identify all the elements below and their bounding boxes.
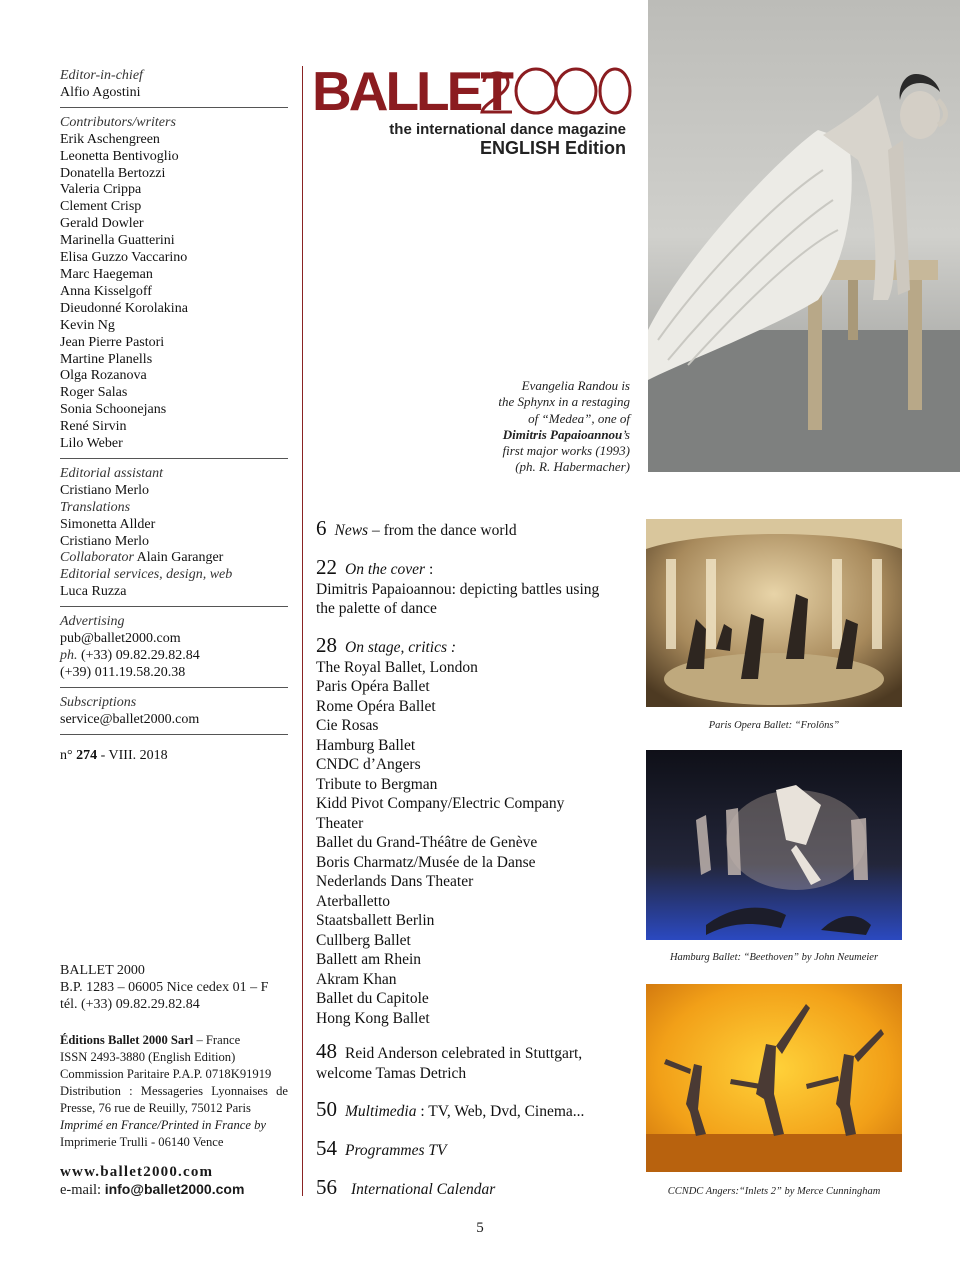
contributor: Marc Haegeman <box>60 266 153 282</box>
toc-entry-on-stage[interactable] <box>316 633 646 1028</box>
toc-sub-item[interactable]: Tribute to Bergman <box>316 775 438 793</box>
toc-sub-item[interactable]: The Royal Ballet, London <box>316 658 478 676</box>
toc-sub-item[interactable]: Akram Khan <box>316 970 397 988</box>
toc-text: – from the dance world <box>368 522 517 539</box>
address-street: B.P. 1283 – 06005 Nice cedex 01 – F <box>60 980 269 995</box>
logo-word: BALLET <box>312 60 511 118</box>
caption-line: the Sphynx in a restaging <box>498 394 630 410</box>
contributor: Marinella Guatterini <box>60 233 175 249</box>
email-label: e-mail: <box>60 1182 102 1198</box>
subscriptions-email[interactable]: service@ballet2000.com <box>60 711 200 727</box>
toc-entry-news[interactable] <box>316 516 646 541</box>
contributor: Anna Kisselgoff <box>60 283 152 299</box>
issue-number: 274 <box>76 747 98 763</box>
divider <box>60 107 288 108</box>
contributor: Kevin Ng <box>60 317 115 333</box>
contributors-label: Contributors/writers <box>60 114 176 130</box>
caption-line <box>450 427 630 443</box>
toc-sub-item[interactable]: Paris Opéra Ballet <box>316 678 430 695</box>
photo-angers <box>646 984 902 1172</box>
issue-date: - VIII. 2018 <box>100 747 168 763</box>
contributor: René Sirvin <box>60 419 127 435</box>
toc-entry-reid-anderson[interactable] <box>316 1039 616 1083</box>
tagline: the international dance magazine <box>389 121 626 138</box>
collaborator-name: Alain Garanger <box>136 550 224 566</box>
cover-photo-medea <box>648 0 960 472</box>
assistant-name: Cristiano Merlo <box>60 482 150 498</box>
toc-page-number: 28 <box>316 633 337 657</box>
email-line <box>60 1181 300 1199</box>
services-label: Editorial services, design, web <box>60 567 233 583</box>
toc-sub-item[interactable]: Ballet du Capitole <box>316 990 429 1007</box>
toc-detail: Dimitris Papaioannou: depicting battles using the palette of dance <box>316 580 600 617</box>
contributor: Donatella Bertozzi <box>60 165 166 181</box>
contributor: Roger Salas <box>60 385 128 401</box>
contributor: Lilo Weber <box>60 436 123 452</box>
contributor: Dieudonné Korolakina <box>60 300 188 316</box>
contributor: Clement Crisp <box>60 199 142 215</box>
edition-label: ENGLISH Edition <box>480 138 626 158</box>
photo-hamburg-ballet <box>646 750 902 940</box>
toc-page-number: 22 <box>316 555 337 579</box>
editor-name: Alfio Agostini <box>60 84 141 100</box>
phone-1: (+33) 09.82.29.82.84 <box>81 648 200 663</box>
web-block <box>60 1164 300 1199</box>
translator: Cristiano Merlo <box>60 533 150 549</box>
toc-sub-item[interactable]: Staatsballett Berlin <box>316 912 435 929</box>
contributor: Sonia Schoonejans <box>60 402 167 418</box>
toc-sub-item[interactable]: Ballet du Grand-Théâtre de Genève <box>316 834 538 851</box>
toc-entry-programmes[interactable] <box>316 1136 646 1161</box>
phone-prefix: ph. <box>60 648 78 663</box>
caption-angers: CCNDC Angers:“Inlets 2” by Merce Cunningham <box>667 1186 881 1197</box>
toc-title: On the cover <box>345 561 426 578</box>
toc-page-number: 48 <box>316 1039 337 1063</box>
contributor: Valeria Crippa <box>60 182 142 198</box>
photo-paris-opera <box>646 519 902 707</box>
divider <box>60 687 288 688</box>
toc-entry-cover[interactable] <box>316 555 646 619</box>
contributor: Martine Planells <box>60 351 153 367</box>
toc-sub-item[interactable]: Boris Charmatz/Musée de la Danse <box>316 853 536 871</box>
toc-sub-item[interactable]: Ballett am Rhein <box>316 951 422 968</box>
tagline-block <box>310 120 626 158</box>
page-number: 5 <box>476 1220 484 1236</box>
caption-line: first major works (1993) <box>502 443 630 459</box>
publisher-line <box>60 1032 288 1049</box>
ballet2000-logo <box>312 60 632 118</box>
printed-in: Imprimé en France/Printed in France by <box>60 1118 266 1132</box>
logo-digits: 2000 <box>552 100 554 101</box>
cover-caption <box>450 378 630 476</box>
toc-title: News <box>334 522 369 539</box>
legal-block <box>60 1032 288 1151</box>
divider <box>60 458 288 459</box>
publisher-country: – France <box>196 1033 241 1047</box>
publisher-name: Éditions Ballet 2000 Sarl <box>60 1033 194 1047</box>
address-phone: tél. (+33) 09.82.29.82.84 <box>60 997 200 1012</box>
printer: Imprimerie Trulli - 06140 Vence <box>60 1135 224 1149</box>
divider <box>60 606 288 607</box>
masthead <box>60 68 288 765</box>
toc-page-number: 6 <box>316 516 327 540</box>
issn: ISSN 2493-3880 (English Edition) <box>60 1050 236 1064</box>
caption-line: Evangelia Randou is <box>521 378 630 393</box>
toc-page-number: 56 <box>316 1175 337 1199</box>
services-name: Luca Ruzza <box>60 584 127 600</box>
contributor: Jean Pierre Pastori <box>60 334 165 350</box>
toc-title: Multimedia <box>345 1103 417 1120</box>
website-link[interactable]: www.ballet2000.com <box>60 1164 214 1180</box>
toc-title: International Calendar <box>351 1181 496 1198</box>
toc-page-number: 54 <box>316 1136 337 1160</box>
address-block <box>60 962 288 1013</box>
collaborator-line <box>60 550 288 567</box>
toc-entry-calendar[interactable] <box>316 1175 646 1200</box>
collaborator-label: Collaborator <box>60 550 134 566</box>
toc-title: Programmes TV <box>345 1142 447 1159</box>
commission: Commission Paritaire P.A.P. 0718K91919 <box>60 1067 272 1081</box>
email-link[interactable]: info@ballet2000.com <box>104 1181 245 1197</box>
issue-info <box>60 748 288 765</box>
toc-entry-multimedia[interactable] <box>316 1097 646 1122</box>
translations-label: Translations <box>60 499 131 515</box>
phone-line <box>60 648 288 665</box>
toc-page-number: 50 <box>316 1097 337 1121</box>
subscriptions-label: Subscriptions <box>60 694 137 710</box>
assistant-label: Editorial assistant <box>60 465 164 481</box>
editor-label: Editor-in-chief <box>60 68 143 83</box>
contributor: Erik Aschengreen <box>60 131 160 147</box>
toc-text: : <box>425 561 434 578</box>
toc-title: On stage, critics : <box>345 639 457 656</box>
toc-sub-item[interactable]: Hong Kong Ballet <box>316 1009 430 1027</box>
translator: Simonetta Allder <box>60 516 156 532</box>
address-name: BALLET 2000 <box>60 963 145 978</box>
divider <box>60 734 288 735</box>
caption-line: of “Medea”, one of <box>528 410 630 426</box>
contributor: Olga Rozanova <box>60 368 147 384</box>
toc-sub-item[interactable]: Cullberg Ballet <box>316 931 411 949</box>
toc-sub-item[interactable]: Nederlands Dans Theater <box>316 873 474 890</box>
advertising-email[interactable]: pub@ballet2000.com <box>60 631 181 647</box>
toc-sub-item[interactable]: CNDC d’Angers <box>316 756 421 773</box>
issue-prefix: n° <box>60 747 73 763</box>
distribution: Distribution : Messageries Lyonnaises de Presse, 76 rue de Reuilly, 75012 Paris <box>60 1084 288 1115</box>
toc-sub-item[interactable]: Rome Opéra Ballet <box>316 697 436 715</box>
toc-sub-item[interactable]: Kidd Pivot Company/Electric Company Theater <box>316 795 565 832</box>
contributor: Leonetta Bentivoglio <box>60 148 179 164</box>
advertising-label: Advertising <box>60 614 125 630</box>
caption-suffix: ’s <box>622 426 630 442</box>
toc-text: Reid Anderson celebrated in Stuttgart, welcome Tamas Detrich <box>316 1045 583 1082</box>
caption-hamburg-ballet: Hamburg Ballet: “Beethoven” by John Neumeier <box>669 952 879 963</box>
caption-author: Dimitris Papaioannou <box>502 426 623 442</box>
contributors-list <box>60 132 288 453</box>
phone-2: (+39) 011.19.58.20.38 <box>60 664 186 680</box>
caption-credit: (ph. R. Habermacher) <box>515 459 630 475</box>
toc-sub-item[interactable]: Aterballetto <box>316 892 391 910</box>
caption-paris-opera: Paris Opera Ballet: “Frolôns” <box>708 720 840 731</box>
toc-sub-item[interactable]: Hamburg Ballet <box>316 736 416 754</box>
contributor: Gerald Dowler <box>60 216 144 232</box>
column-divider <box>302 66 303 1196</box>
toc-sub-item[interactable]: Cie Rosas <box>316 717 379 734</box>
contributor: Elisa Guzzo Vaccarino <box>60 250 188 266</box>
toc-text: : TV, Web, Dvd, Cinema... <box>416 1103 585 1120</box>
